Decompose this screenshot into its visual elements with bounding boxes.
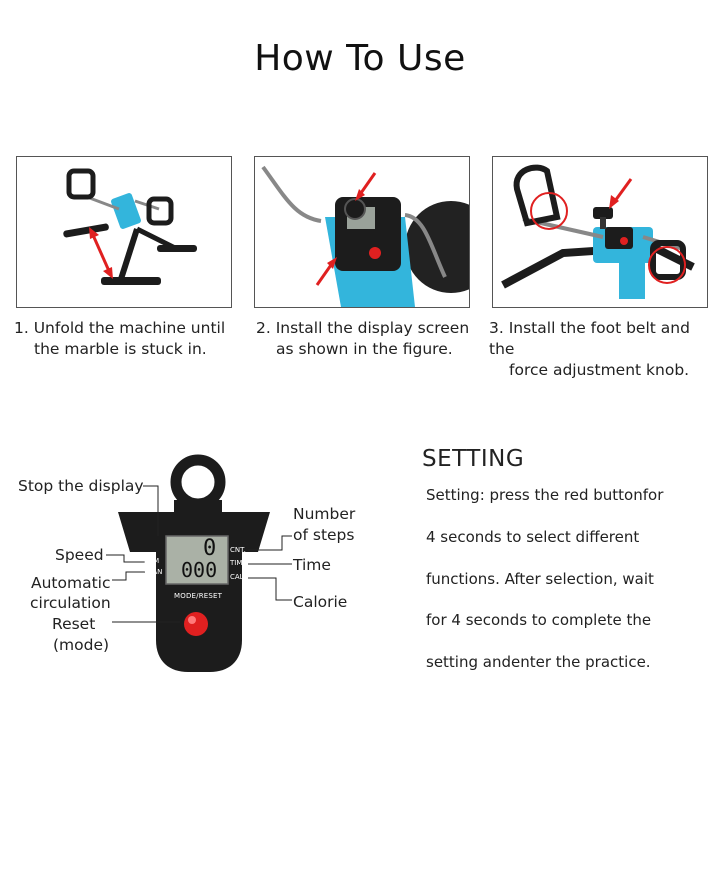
label-of-steps: of steps — [293, 526, 355, 544]
setting-line-2: 4 seconds to select different — [426, 528, 640, 546]
step-1-line-1: 1. Unfold the machine until — [14, 319, 226, 337]
step-3-caption — [489, 318, 720, 381]
step-3-image — [492, 156, 708, 308]
label-reset-mode: (mode) — [53, 636, 110, 654]
label-automatic: Automatic — [31, 574, 111, 592]
setting-line-1: Setting: press the red buttonfor — [426, 486, 664, 504]
tag-cnt: CNT. — [230, 546, 246, 554]
setting-line-4: for 4 seconds to complete the — [426, 611, 652, 629]
step-1-image — [16, 156, 232, 308]
screen-bottom-value: 000 — [181, 558, 218, 582]
label-circulation: circulation — [30, 594, 111, 612]
step-2-line-2: as shown in the figure. — [276, 340, 453, 358]
step-3-line-2: force adjustment knob. — [509, 361, 690, 379]
tag-rpm: RPM — [144, 557, 160, 565]
step-1-line-2: the marble is stuck in. — [34, 340, 207, 358]
label-number: Number — [293, 505, 356, 523]
label-stop-display: Stop the display — [18, 477, 144, 495]
step-2-line-1: 2. Install the display screen — [256, 319, 470, 337]
step-2-image — [254, 156, 470, 308]
display-diagram — [0, 440, 400, 680]
mode-reset-text: MODE/RESET — [174, 592, 223, 600]
label-calorie: Calorie — [293, 593, 348, 611]
setting-heading: SETTING — [422, 446, 525, 472]
setting-line-3: functions. After selection, wait — [426, 570, 654, 588]
label-reset: Reset — [52, 615, 96, 633]
step-2-caption — [256, 318, 469, 360]
tag-time: TIME — [230, 559, 247, 567]
setting-line-5: setting andenter the practice. — [426, 653, 651, 671]
page-title: How To Use — [254, 38, 466, 79]
label-speed: Speed — [55, 546, 104, 564]
label-time: Time — [293, 556, 331, 574]
screen-top-value: 0 — [203, 536, 217, 561]
tag-scan: SCAN — [143, 568, 163, 576]
step-1-caption — [14, 318, 225, 360]
tag-cal: CAL — [230, 573, 244, 581]
step-3-line-1: 3. Install the foot belt and the — [489, 319, 690, 358]
